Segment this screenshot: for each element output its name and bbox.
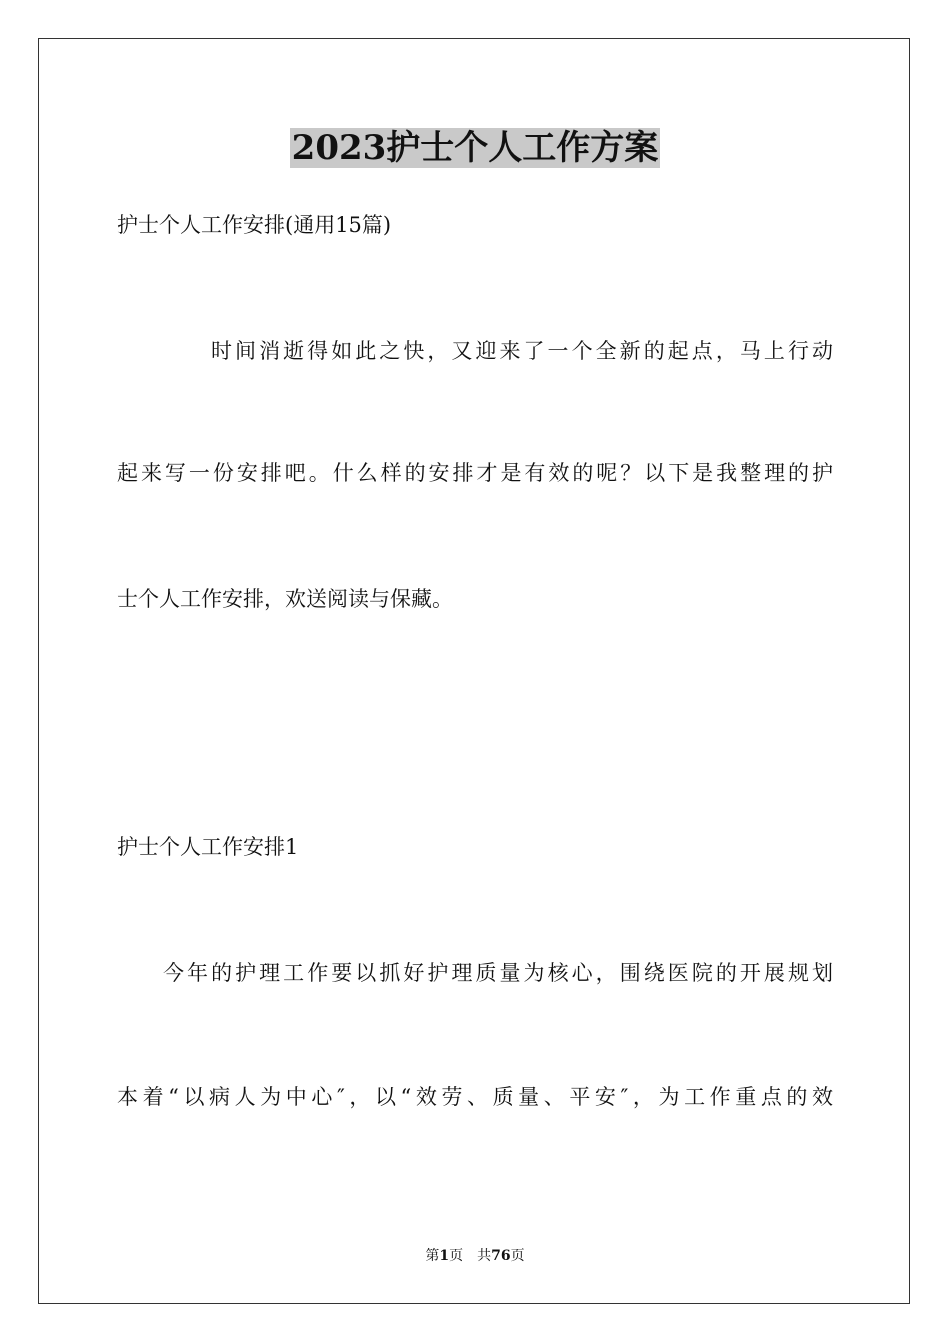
document-title [0, 126, 950, 170]
intro-line-3: 士个人工作安排，欢送阅读与保藏。 [117, 587, 453, 611]
intro-line-1: 时间消逝得如此之快，又迎来了一个全新的起点，马上行动 [211, 339, 833, 363]
footer-total-pages: 76 [491, 1248, 511, 1264]
page-footer [0, 1246, 950, 1266]
document-subtitle: 护士个人工作安排(通用15篇) [117, 213, 392, 237]
section-line-2: 本着“以病人为中心″，以“效劳、质量、平安″，为工作重点的效 [117, 1085, 833, 1109]
section-line-1: 今年的护理工作要以抓好护理质量为核心，围绕医院的开展规划 [163, 961, 833, 985]
intro-line-2: 起来写一份安排吧。什么样的安排才是有效的呢？以下是我整理的护 [117, 461, 833, 485]
footer-current-page: 1 [439, 1248, 450, 1264]
section-heading: 护士个人工作安排1 [117, 835, 299, 859]
document-title-text: 2023护士个人工作方案 [291, 128, 659, 168]
footer-suffix: 页 [510, 1248, 525, 1264]
footer-prefix: 第 [425, 1248, 440, 1264]
footer-mid: 页 共 [449, 1248, 492, 1264]
